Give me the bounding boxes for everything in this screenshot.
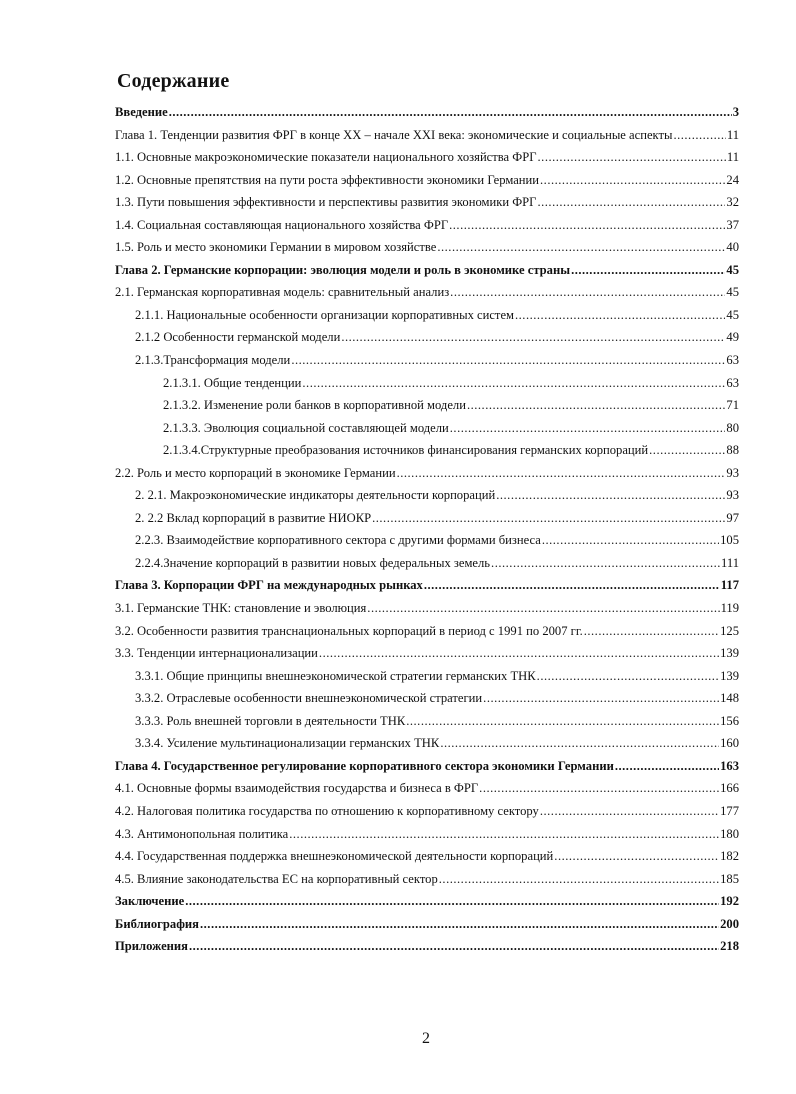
toc-entry	[115, 755, 739, 778]
toc-entry-page: 156	[720, 713, 739, 728]
toc-entry-page: 139	[720, 646, 739, 661]
dot-leader	[440, 732, 719, 755]
toc-entry-page: 3	[732, 105, 739, 119]
toc-entry-label: Глава 1. Тенденции развития ФРГ в конце XX – начале XXI века: экономические и социальные аспекты	[115, 127, 673, 142]
toc-entry-label: 3.3. Тенденции интернационализации	[115, 646, 318, 661]
toc-entry	[115, 890, 739, 913]
toc-entry	[115, 620, 739, 643]
page-number: 2	[422, 1030, 430, 1047]
dot-leader	[554, 845, 719, 868]
toc-entry-label: Приложения	[115, 939, 188, 954]
toc-entry-page: 119	[720, 601, 739, 616]
toc-entry-label: 2. 2.1. Макроэкономические индикаторы деятельности корпораций	[135, 488, 496, 503]
toc-entry	[115, 710, 739, 733]
toc-entry	[115, 191, 739, 214]
toc-entry-page: 185	[720, 871, 739, 886]
dot-leader	[673, 124, 725, 147]
toc-entry-page: 93	[726, 488, 739, 503]
dot-leader	[515, 304, 725, 327]
toc-entry	[115, 935, 739, 958]
toc-entry-page: 180	[720, 826, 739, 841]
toc-entry-page: 111	[721, 555, 739, 570]
toc-entry-label: 1.5. Роль и место экономики Германии в мировом хозяйстве	[115, 240, 437, 255]
toc-entry	[115, 236, 739, 259]
toc-entry	[115, 777, 739, 800]
toc-entry-label: 2. 2.2 Вклад корпораций в развитие НИОКР	[135, 510, 372, 525]
dot-leader	[291, 349, 725, 372]
dot-leader	[341, 326, 725, 349]
dot-leader	[189, 935, 719, 958]
dot-leader	[540, 800, 719, 823]
toc-entry-page: 125	[720, 623, 739, 638]
toc-entry	[115, 349, 739, 372]
toc-entry-label: 2.2.4.Значение корпораций в развитии новых федеральных земель	[135, 555, 491, 570]
toc-entry	[115, 394, 739, 417]
toc-entry	[115, 732, 739, 755]
toc-entry-page: 148	[720, 691, 739, 706]
toc-entry-label: 2.1.3.Трансформация модели	[135, 353, 291, 368]
toc-entry-page: 49	[726, 330, 739, 345]
toc-entry-page: 218	[720, 939, 739, 954]
dot-leader	[584, 620, 719, 643]
dot-leader	[479, 777, 719, 800]
toc-entry-page: 177	[720, 803, 739, 818]
toc-entry-label: 2.2.3. Взаимодействие корпоративного сектора с другими формами бизнеса	[135, 533, 541, 548]
toc-entry-label: 1.1. Основные макроэкономические показатели национального хозяйства ФРГ	[115, 150, 537, 165]
toc-entry-page: 32	[726, 195, 739, 210]
toc-entry-label: 2.1.3.1. Общие тенденции	[163, 375, 302, 390]
toc-entry	[115, 214, 739, 237]
toc-entry-page: 45	[726, 262, 739, 277]
toc-entry-label: 3.1. Германские ТНК: становление и эволюция	[115, 601, 367, 616]
dot-leader	[449, 214, 725, 237]
toc-entry-page: 24	[726, 172, 739, 187]
toc-entry	[115, 417, 739, 440]
toc-entry	[115, 169, 739, 192]
toc-entry-page: 97	[726, 510, 739, 525]
toc-entry	[115, 574, 739, 597]
toc-entry	[115, 868, 739, 891]
toc-entry-label: 1.2. Основные препятствия на пути роста эффективности экономики Германии	[115, 172, 540, 187]
toc-entry-label: 2.1.3.3. Эволюция социальной составляющей модели	[163, 420, 449, 435]
toc-entry	[115, 304, 739, 327]
toc-entry-label: 2.1.1. Национальные особенности организации корпоративных систем	[135, 307, 514, 322]
toc-entry-page: 11	[726, 127, 739, 142]
toc-entry-page: 163	[720, 758, 739, 773]
toc-entry-label: 4.2. Налоговая политика государства по отношению к корпоративному сектору	[115, 803, 539, 818]
toc-entry	[115, 326, 739, 349]
toc-entry-label: 2.1.3.4.Структурные преобразования источников финансирования германских корпораций	[163, 443, 649, 458]
dot-leader	[537, 191, 725, 214]
toc-entry	[115, 913, 739, 936]
toc-entry	[115, 281, 739, 304]
toc-entry	[115, 687, 739, 710]
toc-entry-label: 3.3.1. Общие принципы внешнеэкономической стратегии германских ТНК	[135, 668, 536, 683]
toc-entry-page: 88	[726, 443, 739, 458]
dot-leader	[467, 394, 725, 417]
toc-entry-page: 80	[726, 420, 739, 435]
toc-entry-label: 2.1.3.2. Изменение роли банков в корпоративной модели	[163, 398, 466, 413]
toc-entry	[115, 642, 739, 665]
toc-entry-page: 139	[720, 668, 739, 683]
dot-leader	[437, 236, 725, 259]
toc-entry-page: 93	[726, 465, 739, 480]
toc-entry-label: Библиография	[115, 916, 199, 931]
toc-entry-page: 11	[726, 150, 739, 165]
toc-entry	[115, 507, 739, 530]
dot-leader	[200, 913, 719, 936]
toc-entry-label: 2.1.2 Особенности германской модели	[135, 330, 341, 345]
dot-leader	[649, 439, 725, 462]
toc-entry-page: 45	[726, 285, 739, 300]
dot-leader	[367, 597, 719, 620]
toc-entry	[115, 800, 739, 823]
toc-entry-page: 200	[720, 916, 739, 931]
toc-entry-page: 45	[726, 307, 739, 322]
toc-entry-label: Глава 3. Корпорации ФРГ на международных рынках	[115, 578, 423, 593]
toc-entry-label: 4.4. Государственная поддержка внешнеэкономической деятельности корпораций	[115, 849, 554, 864]
dot-leader	[615, 755, 719, 778]
toc-entry-label: 1.4. Социальная составляющая национального хозяйства ФРГ	[115, 217, 449, 232]
toc-entry-label: 3.2. Особенности развития транснациональных корпораций в период с 1991 по 2007 гг.	[115, 623, 583, 638]
dot-leader	[289, 823, 719, 846]
toc-entry-page: 105	[720, 533, 739, 548]
toc-entry-label: 4.5. Влияние законодательства ЕС на корпоративный сектор	[115, 871, 438, 886]
toc-entry-label: 3.3.4. Усиление мультинационализации германских ТНК	[135, 736, 440, 751]
toc-entry-label: Глава 4. Государственное регулирование корпоративного сектора экономики Германии	[115, 758, 614, 773]
toc-entry	[115, 665, 739, 688]
toc-entry	[115, 101, 739, 124]
toc-entry	[115, 597, 739, 620]
dot-leader	[424, 574, 720, 597]
toc-entry-page: 40	[726, 240, 739, 255]
toc-entry	[115, 372, 739, 395]
toc-entry-page: 37	[726, 217, 739, 232]
toc-entry-page: 63	[726, 353, 739, 368]
toc-entry	[115, 462, 739, 485]
dot-leader	[450, 417, 726, 440]
toc-entry-label: 2.2. Роль и место корпораций в экономике Германии	[115, 465, 396, 480]
table-of-contents	[115, 101, 739, 958]
dot-leader	[319, 642, 719, 665]
toc-entry-label: 4.3. Антимонопольная политика	[115, 826, 289, 841]
dot-leader	[491, 552, 720, 575]
dot-leader	[537, 665, 719, 688]
toc-entry-label: 1.3. Пути повышения эффективности и перспективы развития экономики ФРГ	[115, 195, 537, 210]
toc-entry-label: 3.3.3. Роль внешней торговли в деятельности ТНК	[135, 713, 406, 728]
dot-leader	[397, 462, 726, 485]
dot-leader	[496, 484, 725, 507]
dot-leader	[185, 890, 719, 913]
dot-leader	[483, 687, 719, 710]
toc-entry	[115, 439, 739, 462]
dot-leader	[169, 101, 732, 124]
toc-entry	[115, 146, 739, 169]
dot-leader	[540, 169, 725, 192]
dot-leader	[542, 529, 719, 552]
toc-entry-page: 182	[720, 849, 739, 864]
toc-entry	[115, 552, 739, 575]
dot-leader	[302, 372, 725, 395]
dot-leader	[372, 507, 725, 530]
toc-entry-label: Глава 2. Германские корпорации: эволюция модели и роль в экономике страны	[115, 262, 571, 277]
toc-entry-page: 71	[726, 398, 739, 413]
toc-entry-page: 117	[720, 578, 739, 593]
toc-entry-label: Введение	[115, 105, 168, 119]
toc-entry	[115, 529, 739, 552]
toc-entry-label: 2.1. Германская корпоративная модель: сравнительный анализ	[115, 285, 450, 300]
toc-entry	[115, 124, 739, 147]
toc-entry-page: 166	[720, 781, 739, 796]
dot-leader	[538, 146, 726, 169]
toc-entry-page: 63	[726, 375, 739, 390]
toc-entry-label: 4.1. Основные формы взаимодействия государства и бизнеса в ФРГ	[115, 781, 479, 796]
toc-entry	[115, 823, 739, 846]
dot-leader	[406, 710, 719, 733]
toc-entry	[115, 484, 739, 507]
toc-entry	[115, 845, 739, 868]
toc-entry-label: 3.3.2. Отраслевые особенности внешнеэкономической стратегии	[135, 691, 483, 706]
dot-leader	[450, 281, 725, 304]
toc-entry	[115, 259, 739, 282]
dot-leader	[571, 259, 725, 282]
dot-leader	[439, 868, 719, 891]
toc-entry-page: 192	[720, 894, 739, 909]
page-title: Содержание	[117, 70, 230, 92]
toc-entry-page: 160	[720, 736, 739, 751]
toc-entry-label: Заключение	[115, 894, 185, 909]
